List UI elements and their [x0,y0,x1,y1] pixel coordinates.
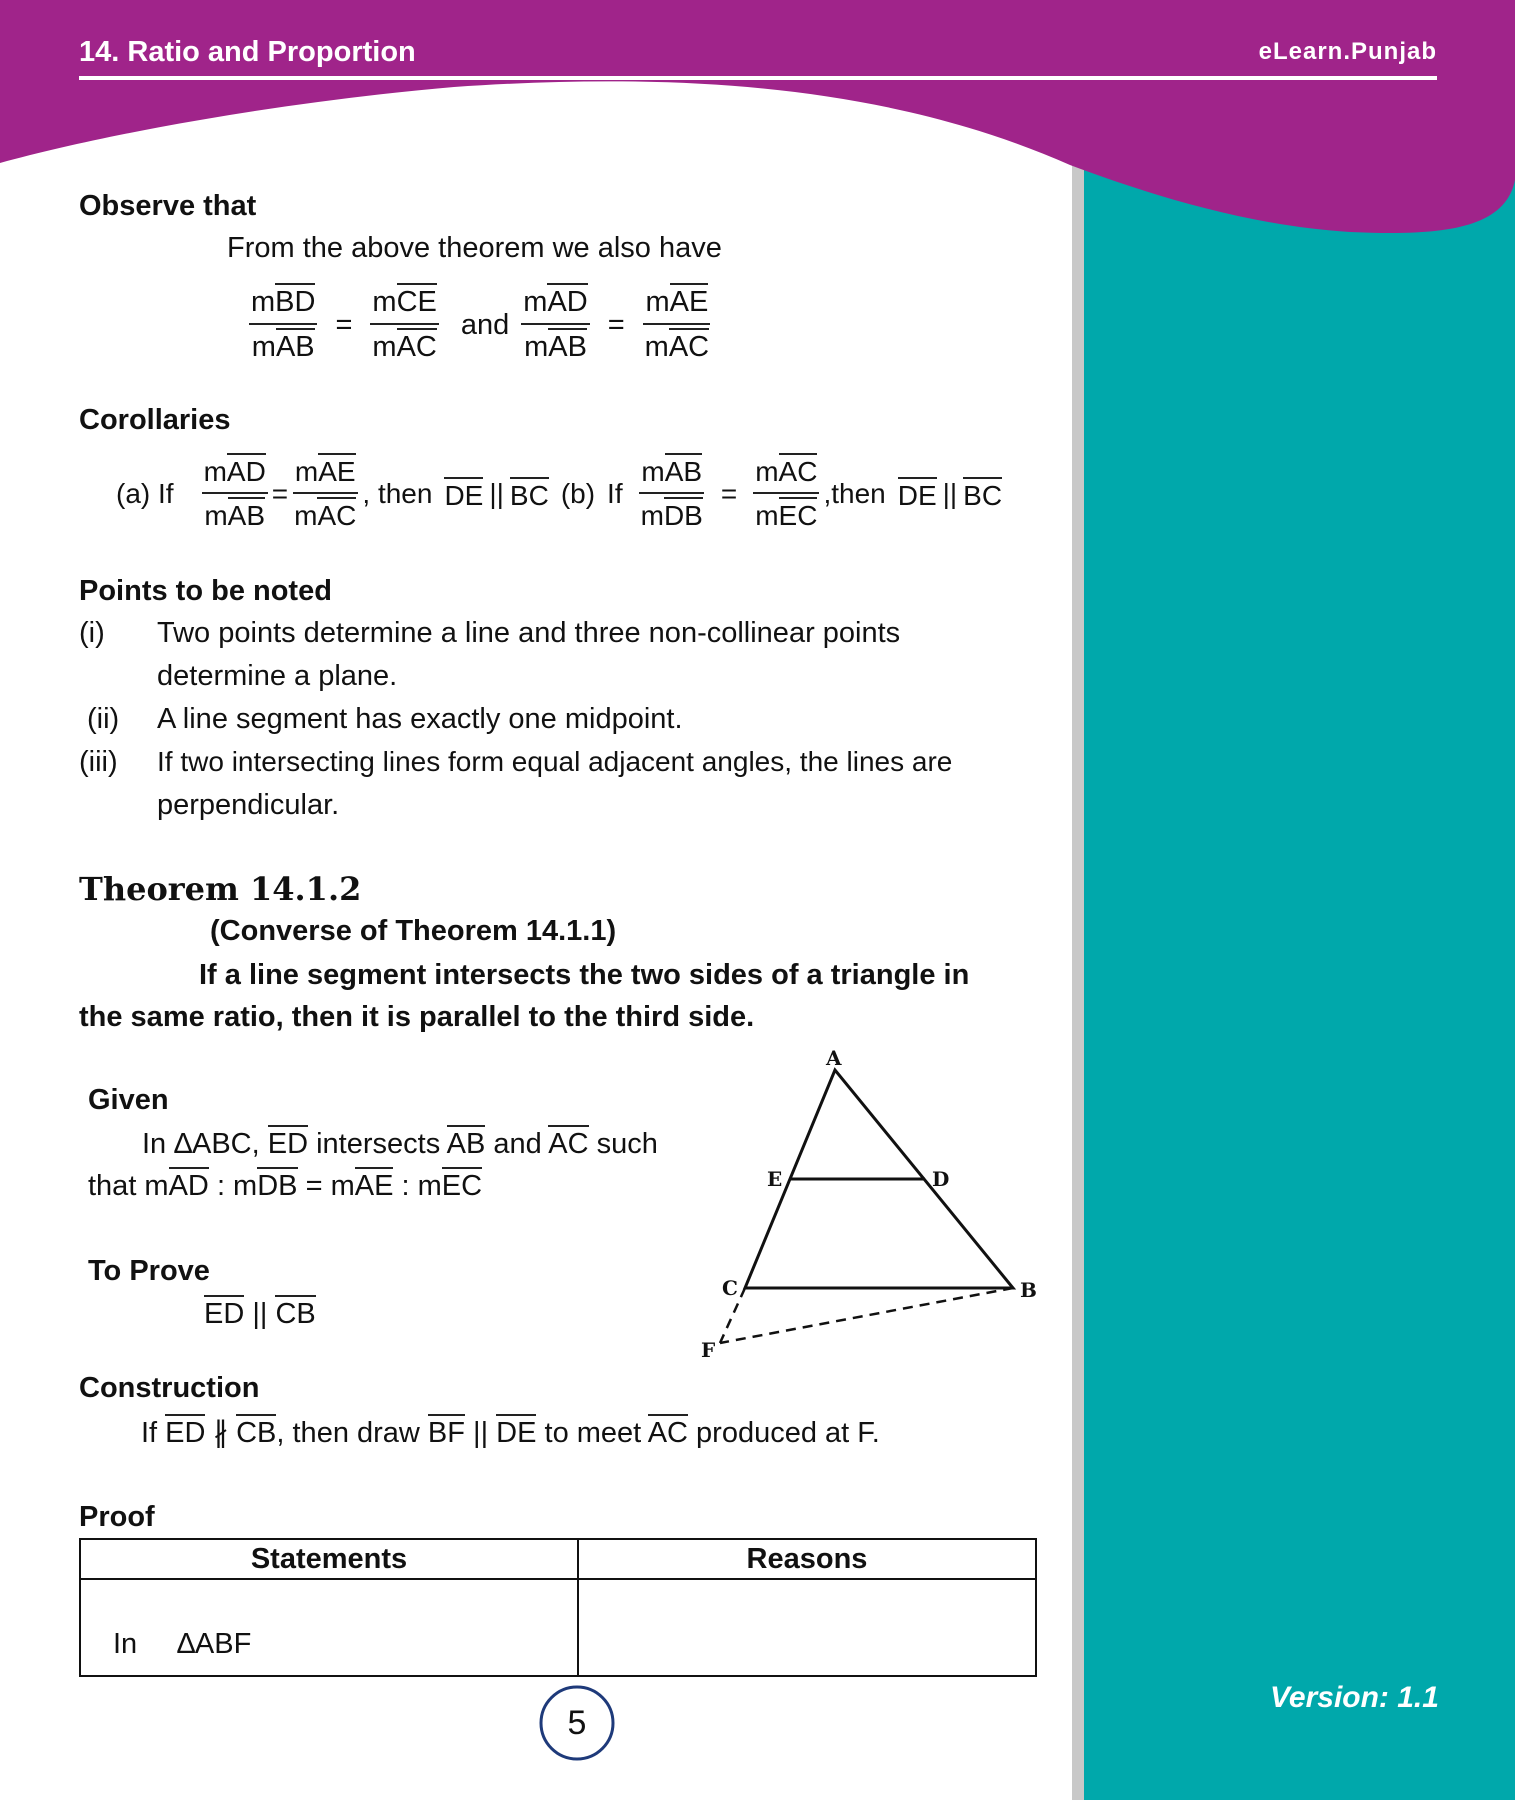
text-run: to meet [536,1417,648,1449]
label-c: C [722,1276,738,1300]
label-b: B [1020,1278,1037,1302]
statement-text: ∆ABF [177,1628,252,1660]
text-run: ∦ [205,1417,237,1449]
label-f: F [701,1338,716,1362]
triangle-figure [720,1070,1013,1343]
given-heading: Given [88,1084,169,1116]
corollaries-row [116,456,1002,532]
segment-label: BC [963,477,1002,512]
segment-label: DE [444,477,483,512]
theorem-statement-2: the same ratio, then it is parallel to the third side. [79,1001,755,1033]
text-run: : m [393,1170,442,1202]
observe-intro: From the above theorem we also have [227,232,722,264]
reason-cell [578,1579,1036,1676]
version-label: Version: 1.1 [1270,1681,1439,1714]
text-run: In ∆ABC, [142,1128,268,1160]
segment-label: CB [275,1295,315,1330]
column-header-reasons: Reasons [578,1539,1036,1579]
corollary-b-label: (b) [560,478,596,509]
fraction: $\frac{\text{mAE}}{\text{mAC}}$ [292,456,358,532]
given-line-2 [88,1170,482,1203]
text-run: intersects [308,1128,447,1160]
segment-label: DE [898,477,937,512]
point-number: (ii) [87,703,120,735]
fraction: $\frac{\text{mAE}}{\text{mAC}}$ [643,286,711,364]
text-run: If [141,1417,166,1449]
proof-heading: Proof [79,1501,155,1533]
segment-bf [720,1288,1013,1343]
equals-sign: = [271,478,289,509]
and-text: and [460,308,510,341]
then-text: , then [362,478,433,509]
label-e: E [767,1167,783,1191]
segment-label: ED [268,1125,308,1160]
segment-label: DB [257,1167,297,1202]
statement-cell [80,1579,578,1676]
segment-label: EC [442,1167,482,1202]
point-number: (iii) [79,746,118,778]
segment-label: DE [496,1414,536,1449]
corollaries-heading: Corollaries [79,404,231,436]
point-text: If two intersecting lines form equal adjacent angles, the lines are [157,746,953,777]
given-line-1 [142,1128,658,1161]
fraction: $\frac{\text{mCE}}{\text{mAC}}$ [370,286,438,364]
text-run: || [244,1298,276,1330]
construction-heading: Construction [79,1372,260,1404]
point-text-cont: perpendicular. [157,789,340,821]
statement-prefix: In [113,1628,138,1660]
to-prove-line [204,1298,316,1331]
text-run: produced at F. [688,1417,880,1449]
equals-sign: = [335,308,353,341]
segment-label: AC [548,1125,588,1160]
observe-heading: Observe that [79,190,257,222]
side-divider [1072,150,1084,1800]
side-panel [1084,150,1515,1800]
points-heading: Points to be noted [79,575,332,607]
then-text: ,then [823,478,886,509]
text-run: : m [208,1170,258,1202]
brand-name: eLearn.Punjab [1258,38,1437,65]
header-rule [79,76,1437,80]
table-row [80,1579,1036,1676]
construction-line [141,1415,880,1450]
parallel-sign: || [942,478,958,509]
column-header-statements: Statements [80,1539,578,1579]
segment-label: ED [165,1414,205,1449]
text-run: , then draw [276,1417,428,1449]
if-text: If [607,478,623,509]
fraction: $\frac{\text{mAD}}{\text{mAB}}$ [202,456,268,532]
text-run: = m [297,1170,355,1202]
proof-table [79,1538,1037,1677]
parallel-sign: || [489,478,504,509]
point-number: (i) [79,617,105,649]
equals-sign: = [720,478,738,509]
fraction: $\frac{\text{mBD}}{\text{mAB}}$ [249,286,317,364]
segment-label: AD [169,1167,209,1202]
segment-label: ED [204,1295,244,1330]
segment-label: AC [648,1414,688,1449]
page-number: 5 [567,1704,587,1742]
label-a: A [826,1046,842,1070]
fraction: $\frac{\text{mAD}}{\text{mAB}}$ [521,286,589,364]
to-prove-heading: To Prove [88,1255,210,1287]
segment-label: BC [510,477,549,512]
segment-label: CB [236,1414,276,1449]
text-run: and [485,1128,549,1160]
fraction: $\frac{\text{mAC}}{\text{mEC}}$ [753,456,819,532]
corollary-a-label: (a) If [116,478,174,509]
theorem-title: Theorem 14.1.2 [79,870,362,908]
point-text: Two points determine a line and three non-collinear points [157,617,901,649]
text-run: || [464,1417,497,1449]
observe-equations [245,286,715,364]
point-text: A line segment has exactly one midpoint. [157,703,683,735]
text-run: that m [88,1170,169,1202]
label-d: D [932,1167,950,1191]
segment-label: AE [355,1167,394,1202]
segment-label: AB [447,1125,486,1160]
theorem-statement-1: If a line segment intersects the two sides of a triangle in [199,959,970,991]
equals-sign: = [607,308,625,341]
fraction: $\frac{\text{mAB}}{\text{mDB}}$ [639,456,705,532]
text-run: such [588,1128,658,1160]
chapter-title: 14. Ratio and Proportion [79,36,416,68]
point-text-cont: determine a plane. [157,660,398,692]
theorem-subtitle: (Converse of Theorem 14.1.1) [210,915,617,947]
segment-label: BF [428,1414,465,1449]
